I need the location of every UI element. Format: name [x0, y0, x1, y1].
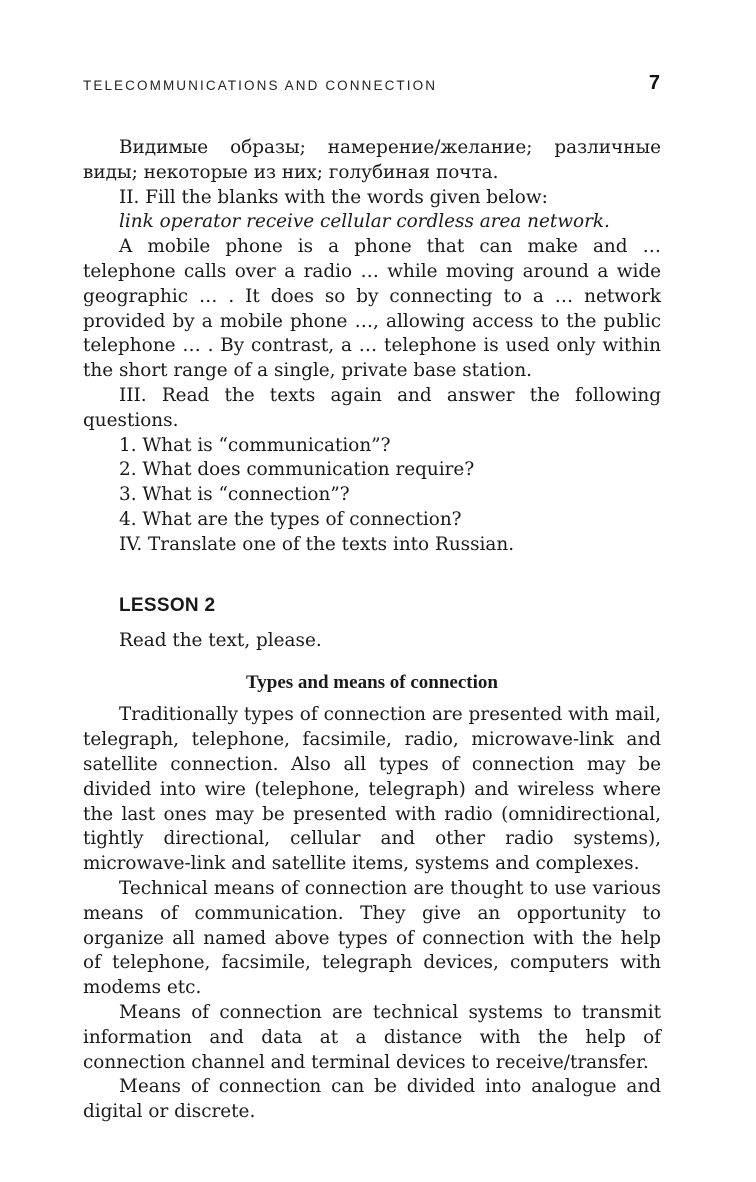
question-item: 1. What is “communication”? [119, 434, 391, 456]
text-paragraph: Means of connection can be divided into analogue and digital or discrete. [83, 1076, 661, 1123]
text-paragraph: Means of connection are technical systems to transmit information and data at a distance with the help of connection channel and terminal devices to receive/transfer. [83, 1001, 661, 1073]
lesson-heading: LESSON 2 [119, 594, 216, 616]
page-body [83, 136, 661, 1125]
page-number: 7 [648, 72, 660, 94]
exercise-2-word-list: link operator receive cellular cordless area network. [119, 211, 610, 233]
text-paragraph: Traditionally types of connection are presented with mail, telegraph, telephone, facsimile, radio, microwave-link and satellite connection. Also all types of connection may be divided into wire (telephone, telegraph) and wireless where the last ones may be presented with radio (omnidirectional, tightly directional, cellular and other radio systems), microwave-link and satellite items, systems and complexes. [83, 704, 661, 875]
lesson-instruction: Read the text, please. [119, 629, 322, 651]
exercise-2-text: A mobile phone is a phone that can make and … telephone calls over a radio … while moving around a wide geographic … . It does so by connecting to a … network provided by a mobile phone …, allowing access to the public telephone … . By contrast, a … telephone is used only within the short range of a single, private base station. [83, 236, 661, 382]
exercise-2-instruction: II. Fill the blanks with the words given below: [119, 186, 548, 208]
exercise-3-instruction: III. Read the texts again and answer the following questions. [83, 384, 661, 431]
exercise-4-instruction: IV. Translate one of the texts into Russian. [119, 533, 515, 555]
text-paragraph: Technical means of connection are thought to use various means of communication. They give an opportunity to organize all named above types of connection with the help of telephone, facsimile, telegraph devices, computers with modems etc. [83, 877, 661, 999]
exercise-1-continuation: Видимые образы; намерение/желание; различные виды; некоторые из них; голубиная почта. [83, 137, 661, 183]
question-item: 2. What does communication require? [119, 459, 475, 481]
question-item: 3. What is “connection”? [119, 484, 350, 506]
running-title: TELECOMMUNICATIONS AND CONNECTION [83, 78, 438, 93]
question-item: 4. What are the types of connection? [119, 508, 462, 530]
text-title: Types and means of connection [246, 672, 498, 694]
